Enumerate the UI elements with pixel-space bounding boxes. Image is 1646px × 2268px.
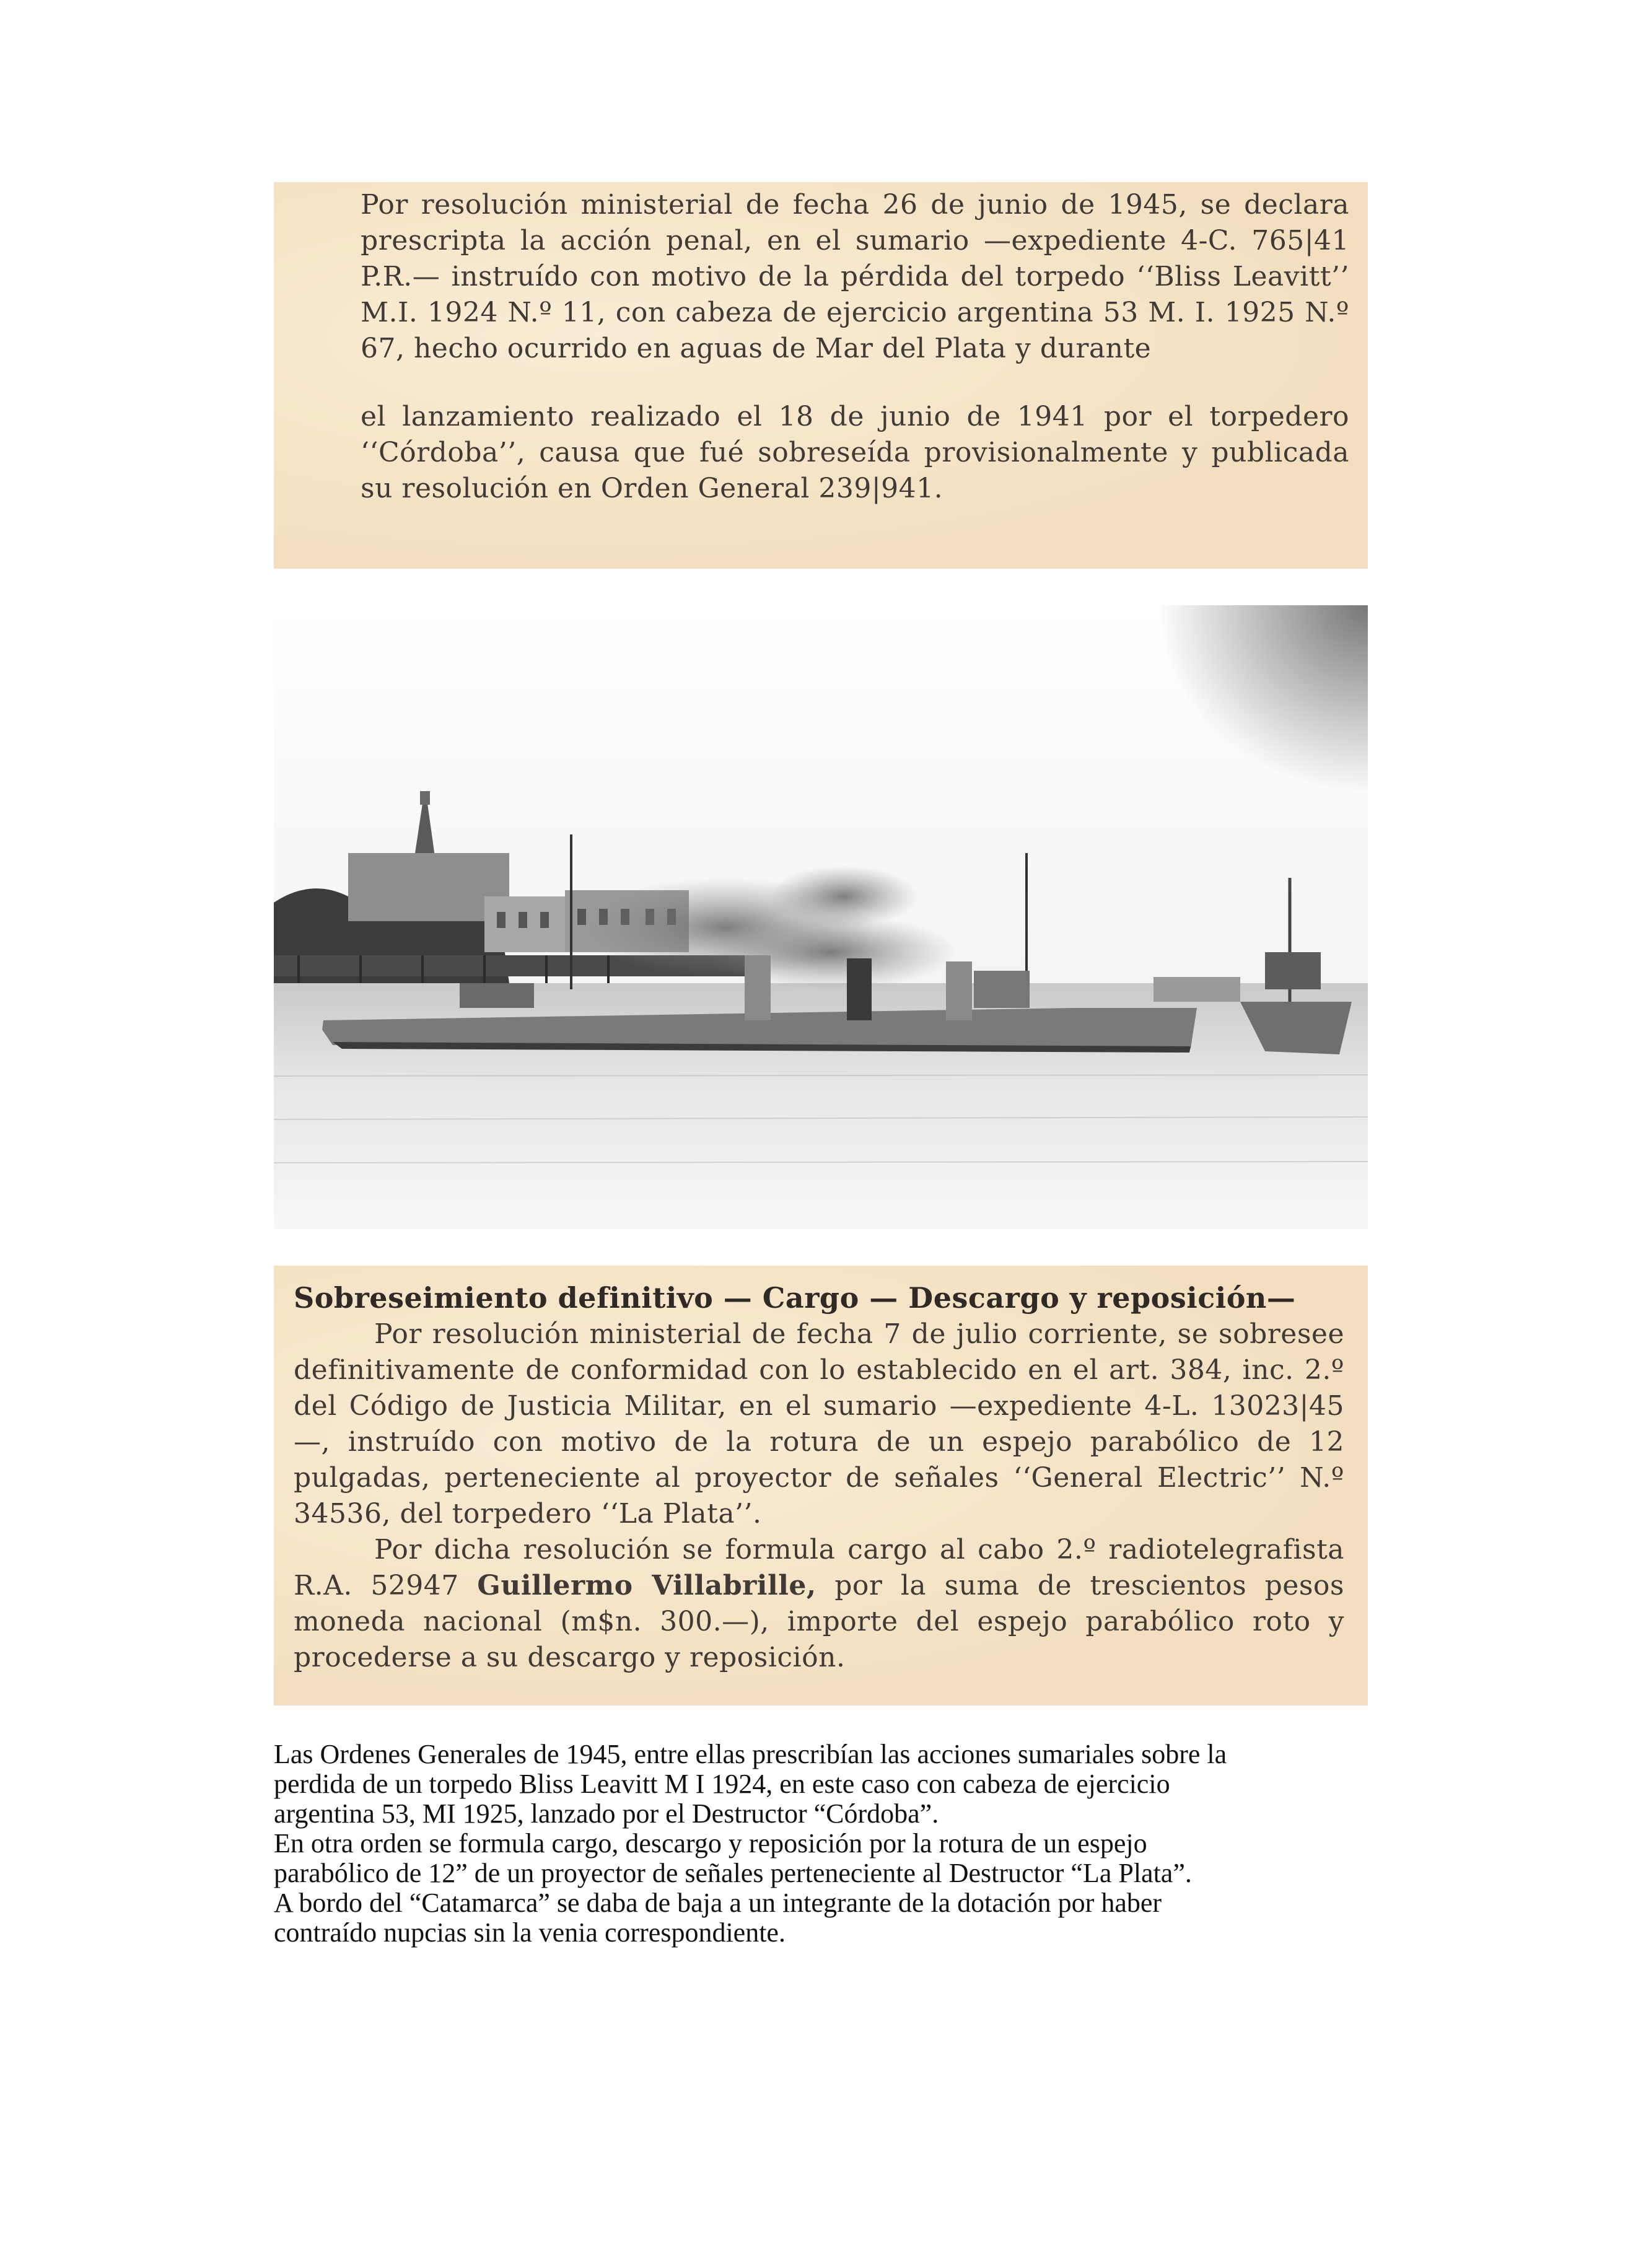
caption-line: Las Ordenes Generales de 1945, entre ellas prescribían las acciones sumariales sobre la xyxy=(274,1739,1227,1769)
caption-line: perdida de un torpedo Bliss Leavitt M I 1924, en este caso con cabeza de ejercicio xyxy=(274,1769,1170,1799)
clipping-paragraph: el lanzamiento realizado el 18 de junio de 1941 por el torpedero ‘‘Córdoba’’, causa que fué sobreseída provisionalmente y publicada su resolución en Orden General 239|941. xyxy=(361,401,1349,504)
clipping-heading: Sobreseimiento definitivo — Cargo — Descargo y reposición— xyxy=(294,1281,1296,1315)
clipping-paragraph: Por resolución ministerial de fecha 26 de junio de 1945, se declara prescripta la acción penal, en el sumario —expediente 4-C. 765|41 P.R.— instruído con motivo de la pérdida del torpedo ‘‘Bliss Leavitt’’ M.I. 1924 N.º 11, con cabeza de ejercicio argentina 53 M. I. 1925 N.º 67, hecho ocurrido en aguas de Mar del Plata y durante xyxy=(361,189,1349,364)
person-name: Guillermo Villabrille, xyxy=(477,1570,816,1601)
caption-line: A bordo del “Catamarca” se daba de baja a un integrante de la dotación por haber xyxy=(274,1888,1162,1918)
clipping-text: Por dicha resolución se formula cargo al cabo 2.º radiotelegrafista R.A. 52947 xyxy=(294,1534,1344,1601)
caption-text xyxy=(274,1740,1377,1948)
newspaper-clipping-prescription xyxy=(274,182,1368,569)
clipping-paragraph: Por resolución ministerial de fecha 7 de julio corriente, se sobresee definitivamente de conformidad con lo establecido en el art. 384, inc. 2.º del Código de Justicia Militar, en el sumario —expediente 4-L. 13023|45—, instruído con motivo de la rotura de un espejo parabólico de 12 pulgadas, perteneciente al proyector de señales ‘‘General Electric’’ N.º 34536, del torpedero ‘‘La Plata’’. xyxy=(294,1318,1344,1530)
newspaper-clipping-dismissal xyxy=(274,1266,1368,1705)
caption-line: En otra orden se formula cargo, descargo y reposición por la rotura de un espejo xyxy=(274,1828,1147,1859)
torpedo-boat-photo xyxy=(274,605,1368,1229)
caption-line: parabólico de 12” de un proyector de señales perteneciente al Destructor “La Plata”. xyxy=(274,1858,1192,1888)
caption-line: argentina 53, MI 1925, lanzado por el Destructor “Córdoba”. xyxy=(274,1798,939,1829)
clipping-paragraph xyxy=(294,1532,1344,1676)
caption-line: contraído nupcias sin la venia correspondiente. xyxy=(274,1917,786,1948)
clipping-text: por la suma de trescientos pesos moneda nacional (m$n. 300.—), importe del espejo parabólico roto y procederse a su descargo y reposición. xyxy=(294,1570,1344,1673)
